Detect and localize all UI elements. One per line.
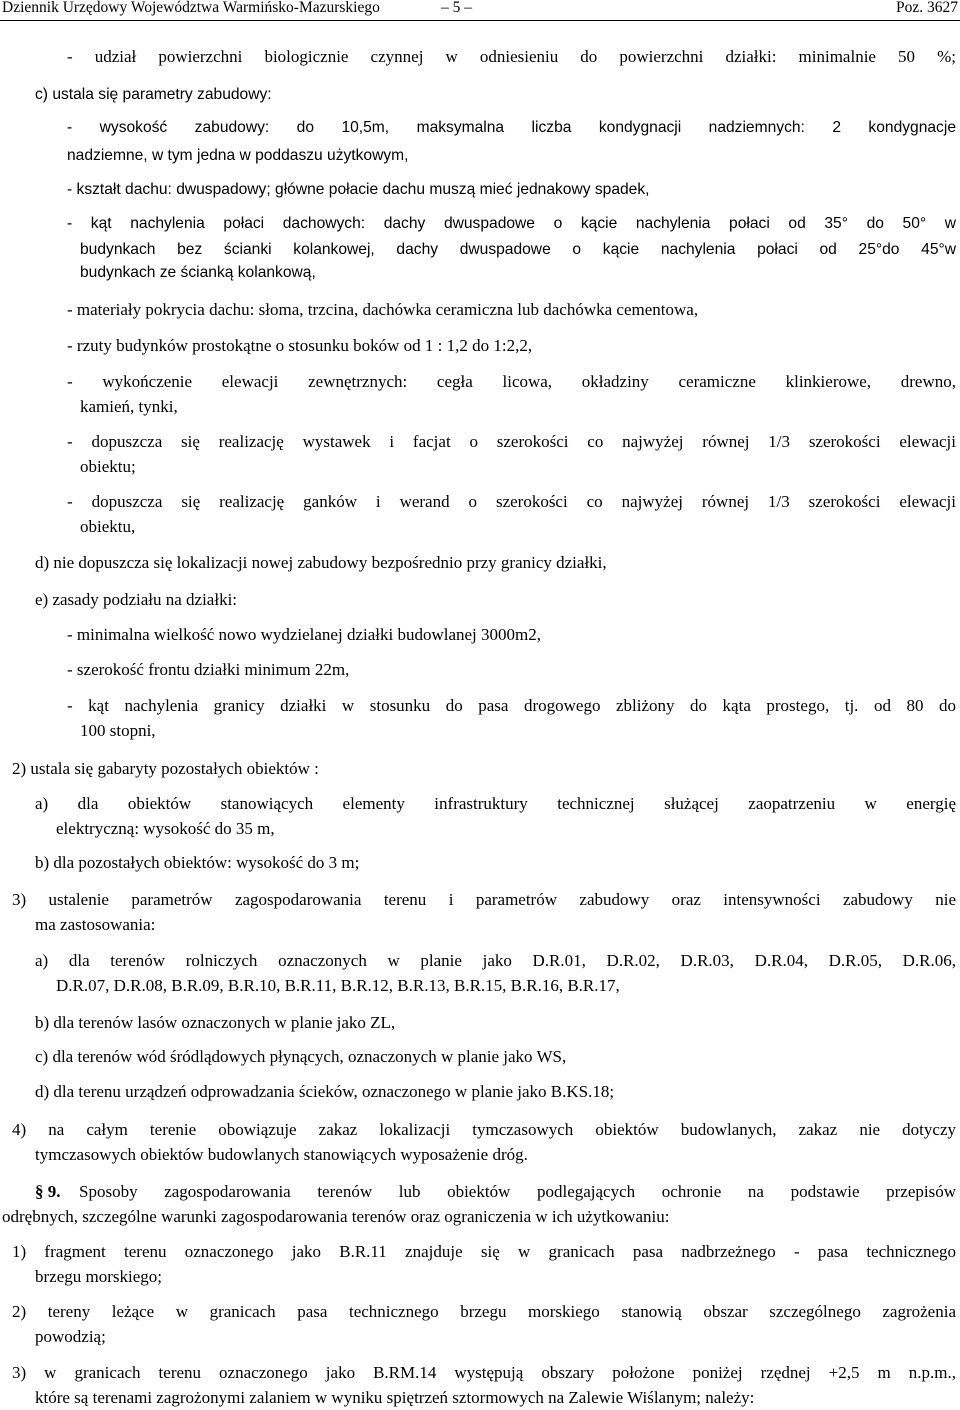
position-number: Poz. 3627 [896, 0, 958, 16]
paragraph-number: § 9. [35, 1182, 61, 1201]
text-line: - kąt nachylenia granicy działki w stosunku do pasa drogowego zbliżony do kąta prostego, tj. od 80 do [67, 696, 956, 715]
text-line: - udział powierzchni biologicznie czynnej w odniesieniu do powierzchni działki: minimalnie 50 %; [67, 47, 956, 66]
text-line: b) dla pozostałych obiektów: wysokość do 3 m; [35, 853, 360, 872]
text-line: d) dla terenu urządzeń odprowadzania ścieków, oznaczonego w planie jako B.KS.18; [35, 1082, 615, 1101]
text-line: obiektu; [80, 457, 136, 476]
text-line: ma zastosowania: [35, 915, 156, 934]
text-line: 4) na całym terenie obowiązuje zakaz lokalizacji tymczasowych obiektów budowlanych, zakaz nie dotyczy [12, 1120, 956, 1139]
text-line: obiektu, [80, 517, 136, 536]
text-line: budynkach ze ścianką kolankową, [80, 264, 316, 281]
text-line: powodzią; [35, 1327, 106, 1346]
text-line: tymczasowych obiektów budowlanych stanowiących wyposażenie dróg. [35, 1145, 528, 1164]
text-line: a) dla obiektów stanowiących elementy infrastruktury technicznej służącej zaopatrzeniu w energię [35, 794, 956, 813]
text-line: b) dla terenów lasów oznaczonych w planie jako ZL, [35, 1013, 396, 1032]
text-line: a) dla terenów rolniczych oznaczonych w planie jako D.R.01, D.R.02, D.R.03, D.R.04, D.R.05, D.R.06, [35, 951, 956, 970]
text-line: brzegu morskiego; [35, 1267, 162, 1286]
text-line: nadziemne, w tym jedna w poddaszu użytkowym, [67, 147, 409, 164]
text-line: 2) tereny leżące w granicach pasa technicznego brzegu morskiego stanowią obszar szczególnego zagrożenia [12, 1302, 956, 1321]
text-line: - rzuty budynków prostokątne o stosunku boków od 1 : 1,2 do 1:2,2, [67, 336, 533, 355]
text-line: 2) ustala się gabaryty pozostałych obiektów : [12, 759, 319, 778]
text-line: 100 stopni, [80, 721, 156, 740]
text-line: D.R.07, D.R.08, B.R.09, B.R.10, B.R.11, B.R.12, B.R.13, B.R.15, B.R.16, B.R.17, [56, 976, 620, 995]
text-line: które są terenami zagrożonymi zalaniem w wyniku spiętrzeń sztormowych na Zalewie Wiślanym; należy: [35, 1388, 755, 1407]
text-line: - wykończenie elewacji zewnętrznych: cegła licowa, okładziny ceramiczne klinkierowe, drewno, [67, 372, 956, 391]
text-line: e) zasady podziału na działki: [35, 590, 238, 609]
text-line: - minimalna wielkość nowo wydzielanej działki budowlanej 3000m2, [67, 625, 541, 644]
text-line: Sposoby zagospodarowania terenów lub obiektów podlegających ochronie na podstawie przepisów [79, 1182, 956, 1201]
journal-title: Dziennik Urzędowy Województwa Warmińsko-Mazurskiego [2, 0, 380, 16]
text-line: - szerokość frontu działki minimum 22m, [67, 660, 350, 679]
text-line: - dopuszcza się realizację wystawek i facjat o szerokości co najwyżej równej 1/3 szerokości elewacji [67, 432, 956, 451]
page-number: – 5 – [441, 0, 472, 16]
text-line: 3) ustalenie parametrów zagospodarowania terenu i parametrów zabudowy oraz intensywności zabudowy nie [12, 890, 956, 909]
text-line: - kształt dachu: dwuspadowy; główne połacie dachu muszą mieć jednakowy spadek, [67, 181, 650, 198]
text-line: budynkach bez ścianki kolankowej, dachy dwuspadowe o kącie nachylenia połaci od 25°do 45°w [80, 241, 956, 258]
text-line: c) ustala się parametry zabudowy: [35, 86, 272, 103]
text-line: kamień, tynki, [80, 397, 178, 416]
text-line: 3) w granicach terenu oznaczonego jako B.RM.14 występują obszary położone poniżej rzędnej +2,5 m n.p.m., [12, 1363, 956, 1382]
text-line: - kąt nachylenia połaci dachowych: dachy dwuspadowe o kącie nachylenia połaci od 35° do 50° w [67, 215, 956, 232]
text-line: - dopuszcza się realizację ganków i werand o szerokości co najwyżej równej 1/3 szerokości elewacji [67, 492, 956, 511]
page-header [0, 0, 960, 21]
text-line: - materiały pokrycia dachu: słoma, trzcina, dachówka ceramiczna lub dachówka cementowa, [67, 300, 699, 319]
text-line: d) nie dopuszcza się lokalizacji nowej zabudowy bezpośrednio przy granicy działki, [35, 553, 607, 572]
text-line: c) dla terenów wód śródlądowych płynących, oznaczonych w planie jako WS, [35, 1047, 567, 1066]
text-line: 1) fragment terenu oznaczonego jako B.R.11 znajduje się w granicach pasa nadbrzeżnego - pasa technicznego [12, 1242, 956, 1261]
text-line: elektryczną: wysokość do 35 m, [56, 819, 275, 838]
text-line: odrębnych, szczególne warunki zagospodarowania terenów oraz ograniczenia w ich użytkowaniu: [2, 1207, 670, 1226]
paragraph-9-heading [35, 1182, 61, 1202]
text-line: - wysokość zabudowy: do 10,5m, maksymalna liczba kondygnacji nadziemnych: 2 kondygnacje [67, 119, 956, 136]
